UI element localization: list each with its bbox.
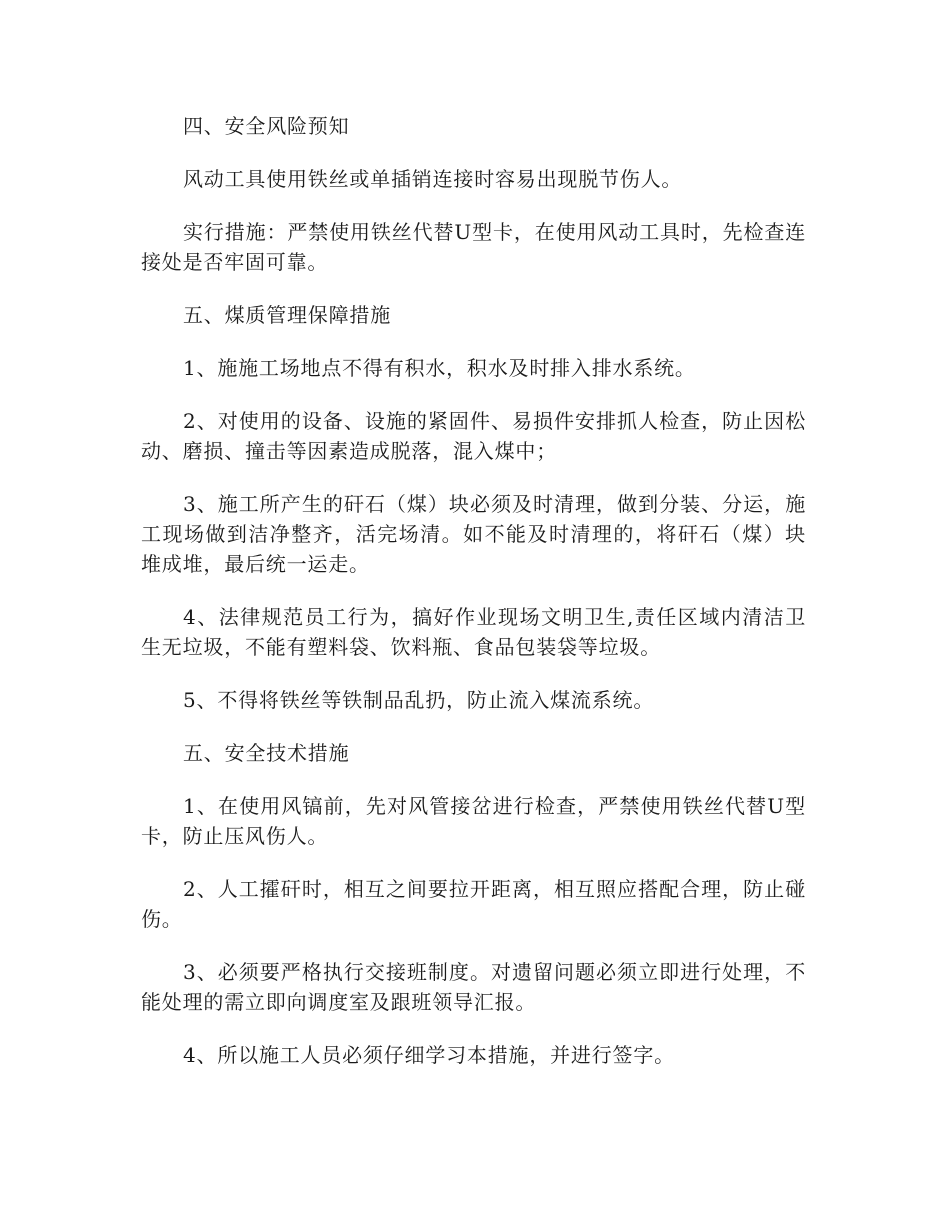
paragraph-coal-quality-2: 2、对使用的设备、设施的紧固件、易损件安排抓人检查，防止因松动、磨损、撞击等因素造成脱落，混入煤中；: [141, 409, 806, 463]
paragraph-safety-tech-4: 4、所以施工人员必须仔细学习本措施，并进行签字。: [183, 1043, 675, 1067]
paragraph-safety-tech-3: 3、必须要严格执行交接班制度。对遗留问题必须立即进行处理，不能处理的需立即向调度室及跟班领导汇报。: [141, 960, 806, 1014]
section-heading-safety-tech: 五、安全技术措施: [183, 741, 350, 765]
paragraph-risk-measures: 实行措施：严禁使用铁丝代替U型卡，在使用风动工具时，先检查连接处是否牢固可靠。: [141, 220, 806, 274]
paragraph-safety-tech-1: 1、在使用风镐前，先对风管接岔进行检查，严禁使用铁丝代替U型卡，防止压风伤人。: [141, 794, 806, 848]
document-body: [141, 111, 806, 1070]
paragraph-risk-description: 风动工具使用铁丝或单插销连接时容易出现脱节伤人。: [183, 167, 683, 191]
paragraph-coal-quality-1: 1、施施工场地点不得有积水，积水及时排入排水系统。: [183, 356, 696, 380]
paragraph-coal-quality-4: 4、法律规范员工行为，搞好作业现场文明卫生,责任区域内清洁卫生无垃圾，不能有塑料袋、饮料瓶、食品包装袋等垃圾。: [141, 605, 806, 659]
section-heading-risk: 四、安全风险预知: [183, 114, 350, 138]
paragraph-safety-tech-2: 2、人工攉矸时，相互之间要拉开距离，相互照应搭配合理，防止碰伤。: [141, 877, 806, 931]
paragraph-coal-quality-3: 3、施工所产生的矸石（煤）块必须及时清理，做到分装、分运，施工现场做到洁净整齐，活完场清。如不能及时清理的，将矸石（煤）块堆成堆，最后统一运走。: [141, 492, 806, 576]
section-heading-coal-quality: 五、煤质管理保障措施: [183, 303, 391, 327]
paragraph-coal-quality-5: 5、不得将铁丝等铁制品乱扔，防止流入煤流系统。: [183, 688, 655, 712]
